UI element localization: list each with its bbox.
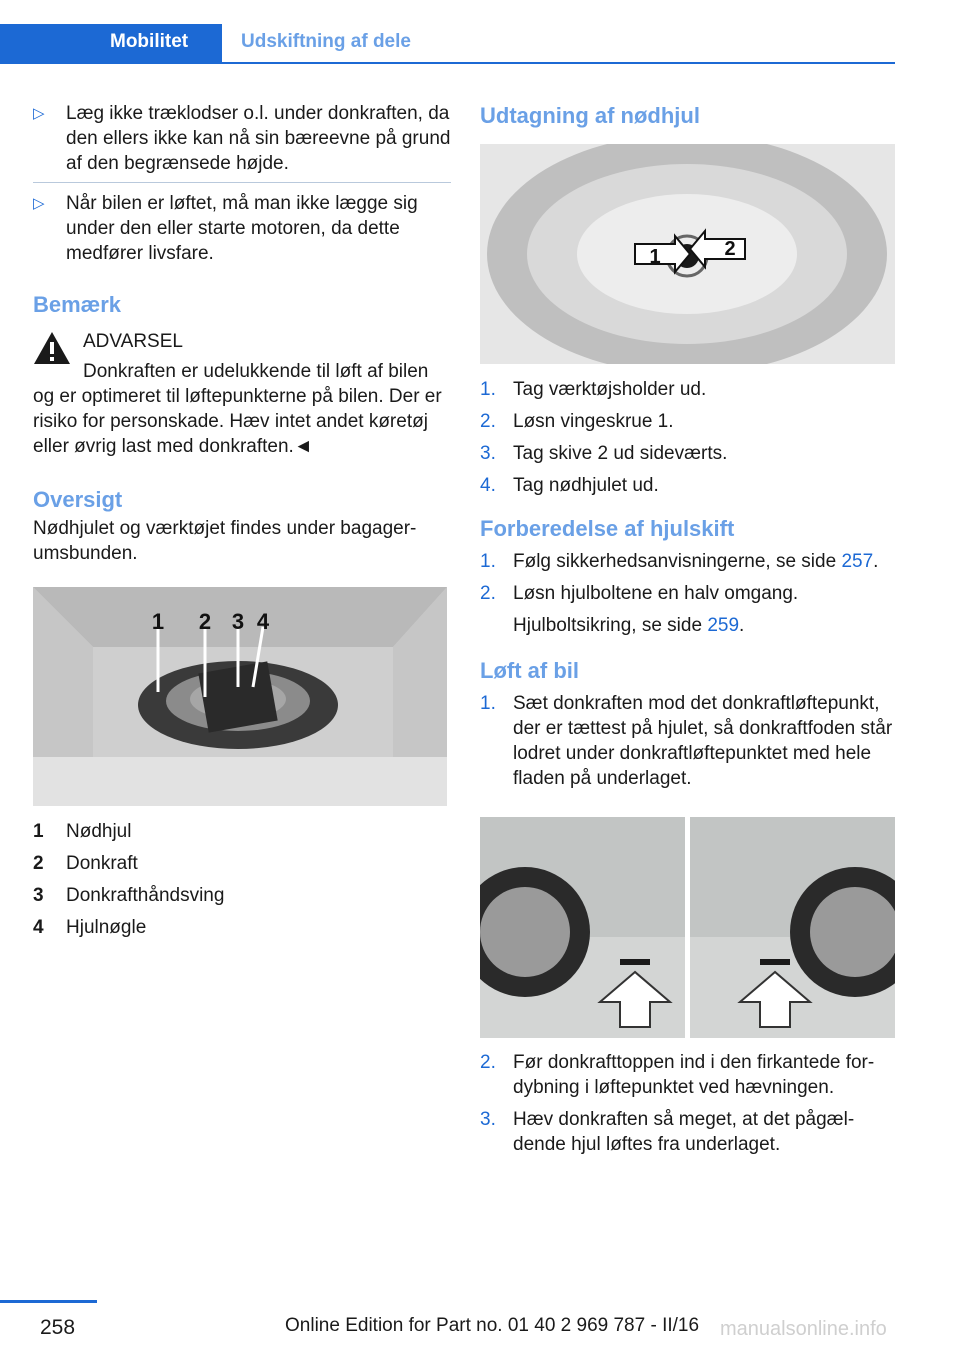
removal-heading: Udtagning af nødhjul <box>480 103 700 128</box>
step-item: 3. Tag skive 2 ud sideværts. <box>480 443 728 464</box>
legend-item: 2 Donkraft <box>33 852 138 874</box>
removal-steps <box>480 377 900 798</box>
prep-heading: Forberedelse af hjulskift <box>480 516 735 541</box>
triangle-bullet-icon: ▷ <box>33 195 45 212</box>
step-item: 1. Tag værktøjsholder ud. <box>480 379 707 400</box>
overview-text: Nødhjulet og værktøjet findes under bagagerumsbunden. <box>33 518 417 564</box>
page-link[interactable]: 257 <box>841 551 874 572</box>
lift-heading: Løft af bil <box>480 658 579 683</box>
left-column <box>33 101 451 566</box>
warning-triangle-icon <box>33 331 71 365</box>
bullet-item: ▷ Når bilen er løftet, må man ikke lægge sig under den eller starte motoren, da dette medfører livsfare. <box>33 193 418 264</box>
step-item: 2. Løsn hjulboltene en halv omgang. <box>480 583 799 604</box>
divider <box>33 182 451 183</box>
lift-steps <box>480 1050 900 1164</box>
step-item: 2. Før donkrafttoppen ind i den firkantede fordybning i løftepunktet ved hævningen. <box>480 1052 875 1098</box>
warning-text: og er optimeret til løftepunkterne på bilen. Der er risiko for personskade. Hæv intet andet køretøj eller øvrig last med donkraften.◄ <box>33 386 442 457</box>
step-subtext: Hjulboltsikring, se side 259. <box>513 615 745 636</box>
step-item: 2. Løsn vingeskrue 1. <box>480 411 674 432</box>
tab-udskiftning-label[interactable]: Udskiftning af dele <box>241 31 411 52</box>
figure-label: 1 <box>151 609 165 634</box>
step-item: 1. Sæt donkraften mod det donkraftløftepunkt, der er tættest på hjulet, så donkraftfoden står lodret under donkraftløftepunktet med hele fladen på underlaget. <box>480 693 893 789</box>
wheel-removal-figure <box>480 144 895 364</box>
step-item: 1. Følg sikkerhedsanvisningerne, se side 257. <box>480 551 879 572</box>
tab-mobilitet-label: Mobilitet <box>110 31 189 52</box>
warning-box <box>33 329 451 459</box>
step-item: 3. Hæv donkraften så meget, at det pågældende hjul løftes fra underlaget. <box>480 1109 855 1155</box>
step-item: 4. Tag nødhjulet ud. <box>480 475 659 496</box>
bullet-item: ▷ Læg ikke træklodser o.l. under donkraften, da den ellers ikke kan nå sin bæreevne på grund af den begrænsede højde. <box>33 103 451 174</box>
figure-label: 1 <box>649 246 661 268</box>
legend-item: 3 Donkrafthåndsving <box>33 884 225 906</box>
figure-label: 4 <box>256 609 270 634</box>
page-number: 258 <box>40 1316 76 1339</box>
figure-legend <box>33 815 451 943</box>
edition-text: Online Edition for Part no. 01 40 2 969 787 - II/16 <box>285 1315 700 1336</box>
figure-label: 2 <box>198 609 212 634</box>
watermark: manualsonline.info <box>720 1318 887 1340</box>
footer-rule <box>0 1300 97 1303</box>
note-heading: Bemærk <box>33 292 122 317</box>
triangle-bullet-icon: ▷ <box>33 105 45 122</box>
warning-title: ADVARSEL <box>83 331 183 352</box>
overview-heading: Oversigt <box>33 487 123 512</box>
legend-item: 4 Hjulnøgle <box>33 916 147 938</box>
figure-label: 2 <box>724 238 736 260</box>
figure-label: 3 <box>231 609 245 634</box>
spare-wheel-figure <box>33 587 447 806</box>
legend-item: 1 Nødhjul <box>33 820 132 842</box>
page-link[interactable]: 259 <box>707 615 740 636</box>
warning-text-first-line: Donkraften er udelukkende til løft af bilen <box>83 361 429 382</box>
jack-points-figure <box>480 817 895 1038</box>
header-tab-bar <box>0 24 895 64</box>
